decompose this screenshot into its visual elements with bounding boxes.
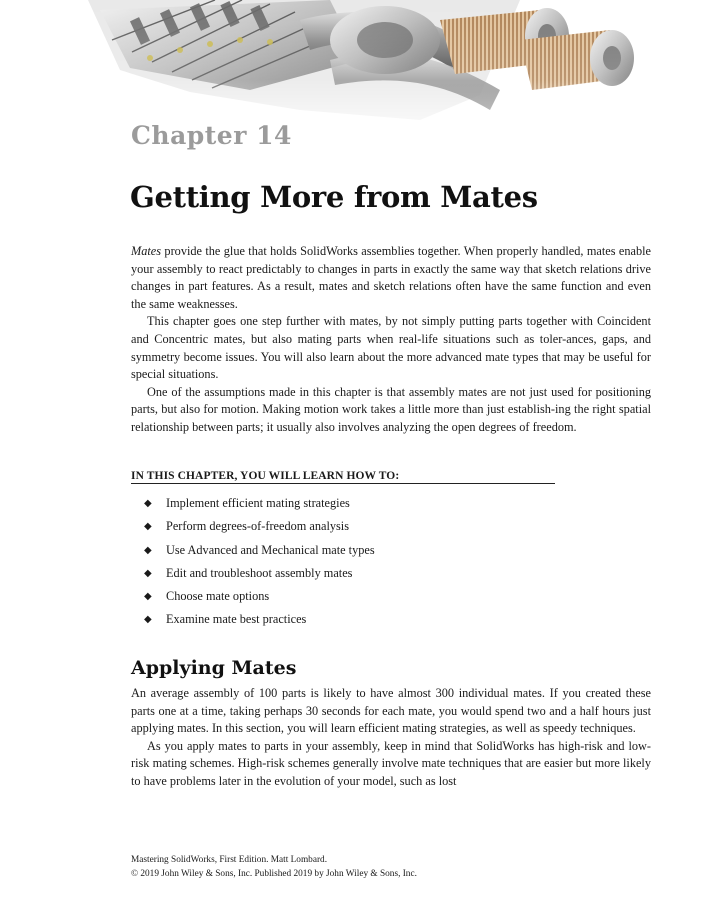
list-item [144, 495, 375, 518]
list-item [144, 611, 375, 634]
list-item [144, 565, 375, 588]
learn-heading: IN THIS CHAPTER, YOU WILL LEARN HOW TO: [131, 470, 555, 484]
learn-list [144, 495, 375, 635]
intro-p1-text: provide the glue that holds SolidWorks assemblies together. When properly handled, mates enable your assembly to react predictably to changes in parts in exactly the same way that sketch relations drive changes in part features. As a result, mates and sketch relations often have the same function and even the same weaknesses. [131, 244, 651, 311]
diamond-bullet-icon: ◆ [144, 521, 152, 533]
diamond-bullet-icon: ◆ [144, 567, 152, 579]
list-item-text: Perform degrees-of-freedom analysis [166, 519, 350, 534]
list-item-text: Examine mate best practices [166, 612, 307, 627]
diamond-bullet-icon: ◆ [144, 614, 152, 626]
list-item [144, 542, 375, 565]
intro-paragraph-2: This chapter goes one step further with mates, by not simply putting parts together with Coincident and Concentric mates, but also mating parts when real-life situations such as toler-ances, gaps, and symmetry become issues. You will also learn about the more advanced mate types that may be useful for special situations. [131, 314, 651, 382]
copyright-footer [131, 854, 417, 881]
list-item [144, 588, 375, 611]
section-heading: Applying Mates [131, 657, 297, 679]
section-paragraph-1: An average assembly of 100 parts is likely to have almost 300 individual mates. If you created these parts one at a time, taking perhaps 30 seconds for each mate, you would spend two and a half hours just applying mates. In this section, you will learn efficient mating strategies, as well as speedy techniques. [131, 686, 651, 736]
intro-lead-term: Mates [131, 244, 162, 258]
intro-paragraph-1 [131, 243, 651, 313]
diamond-bullet-icon: ◆ [144, 544, 152, 556]
intro-paragraph-3: One of the assumptions made in this chapter is that assembly mates are not just used for positioning parts, but also for motion. Making motion work takes a little more than just establish-ing the right spatial relationship between parts; it usually also involves analyzing the open degrees of freedom. [131, 384, 651, 434]
list-item-text: Use Advanced and Mechanical mate types [166, 542, 375, 557]
diamond-bullet-icon: ◆ [144, 591, 152, 603]
list-item [144, 518, 375, 541]
footer-line-2: © 2019 John Wiley & Sons, Inc. Published 2019 by John Wiley & Sons, Inc. [131, 868, 417, 879]
list-item-text: Choose mate options [166, 589, 270, 604]
footer-line-1: Mastering SolidWorks, First Edition. Matt Lombard. [131, 855, 328, 865]
engine-hero-image [0, 0, 717, 145]
diamond-bullet-icon: ◆ [144, 498, 152, 509]
list-item-text: Edit and troubleshoot assembly mates [166, 565, 353, 580]
chapter-number: Chapter 14 [131, 121, 292, 150]
list-item-text: Implement efficient mating strategies [166, 496, 350, 510]
intro-text [131, 243, 651, 437]
section-paragraph-2: As you apply mates to parts in your assembly, keep in mind that SolidWorks has high-risk and low-risk mating schemes. High-risk schemes generally involve mate techniques that are easier but more likely to have problems later in the evolution of your model, such as lost [131, 738, 651, 788]
section-text [131, 685, 651, 791]
chapter-title: Getting More from Mates [130, 180, 538, 214]
